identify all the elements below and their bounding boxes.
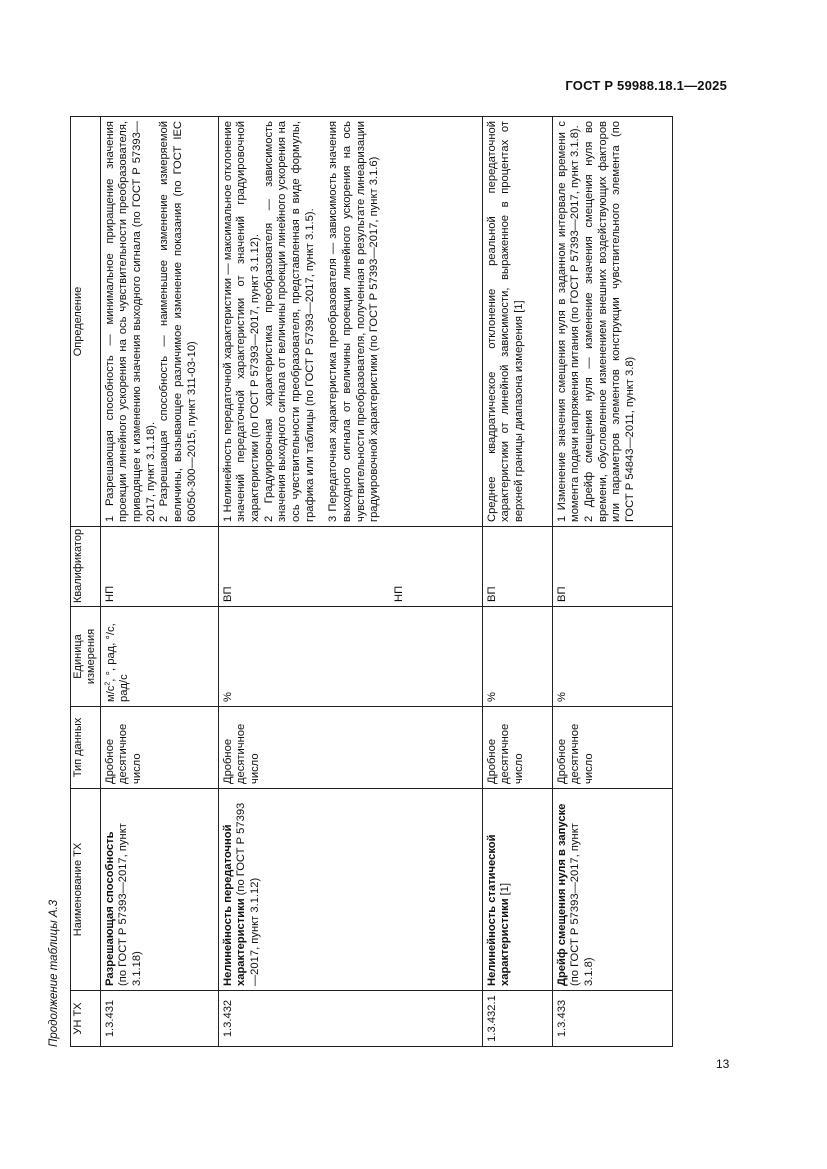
col-header-type: Тип данных bbox=[71, 707, 101, 789]
table-row bbox=[482, 117, 552, 1047]
name-ref: (по ГОСТ Р 57393—2017, пункт 3.1.8) bbox=[569, 823, 596, 986]
cell-qualifier: ВП bbox=[552, 527, 672, 607]
cell-name bbox=[482, 789, 552, 991]
cell-name bbox=[218, 789, 482, 991]
data-table bbox=[70, 116, 673, 1047]
rotated-table-region bbox=[48, 117, 712, 1047]
definition-text: 2 Дрейф смещения нуля — изменение значения смещения нуля во времени, обусловленное изменением внешних воздействующих факторов или параметров элементов конструкции чувствительного элемента (по ГОСТ Р 54843—2011, пункт 3.8) bbox=[583, 121, 637, 522]
cell-qualifier: ВП bbox=[482, 527, 552, 607]
name-ref: (по ГОСТ Р 57393—2017, пункт 3.1.12) bbox=[235, 802, 262, 986]
qualifier-value: НП bbox=[393, 585, 406, 602]
qualifier-value: ВП bbox=[221, 586, 234, 602]
cell-qualifier: НП bbox=[100, 527, 218, 607]
table-row bbox=[218, 117, 482, 1047]
name-term: Нелинейность передаточной характеристики bbox=[221, 824, 248, 986]
definition-text: Среднее квадратическое отклонение реальной передаточной характеристики от линейной зависимости, выраженное в процентах от верхней границы диапазона измерения [1] bbox=[485, 121, 526, 522]
col-header-definition: Определение bbox=[71, 117, 101, 527]
cell-definition bbox=[482, 117, 552, 527]
cell-name bbox=[552, 789, 672, 991]
table-header-row bbox=[71, 117, 101, 1047]
cell-un: 1.3.432.1 bbox=[482, 991, 552, 1047]
table-row bbox=[100, 117, 218, 1047]
name-term: Нелинейность статической характеристики bbox=[485, 834, 512, 986]
cell-type: Дробное десятичное число bbox=[100, 707, 218, 789]
page-number: 13 bbox=[716, 1057, 730, 1071]
cell-qualifier bbox=[218, 527, 482, 607]
cell-unit bbox=[100, 607, 218, 707]
definition-text: 1 Разрешающая способность — минимальное приращение значения проекции линейного ускорения на ось чувствительности преобразователя, приводящее к изменению значения выходного сигнала (по ГОСТ Р 57393—2017, пункт 3.1.18). bbox=[103, 121, 157, 522]
cell-type: Дробное десятичное число bbox=[482, 707, 552, 789]
cell-un: 1.3.433 bbox=[552, 991, 672, 1047]
cell-un: 1.3.432 bbox=[218, 991, 482, 1047]
cell-type: Дробное десятичное число bbox=[552, 707, 672, 789]
cell-name bbox=[100, 789, 218, 991]
cell-definition bbox=[100, 117, 218, 527]
cell-definition bbox=[552, 117, 672, 527]
definition-text: 1 Изменение значения смещения нуля в заданном интервале времени с момента подачи напряжения питания (по ГОСТ Р 57393—2017, пункт 3.1.8). bbox=[555, 121, 582, 522]
definition-text: 2 Разрешающая способность — наименьшее изменение измеряемой величины, вызывающее различимое изменение показания (по ГОСТ IEC 60050-300—2015, пункт 311-03-10) bbox=[158, 121, 198, 522]
cell-un: 1.3.431 bbox=[100, 991, 218, 1047]
cell-definition bbox=[218, 117, 482, 527]
name-ref: [1] bbox=[499, 882, 512, 896]
definition-text: 2 Градуировочная характеристика преобразователя — зависимость значения выходного сигнала от величины проекции линейного ускорения на ось чувствительности преобразователя, представленная в виде формулы, графика или таблицы (по ГОСТ Р 57393—2017, пункт 3.1.5). bbox=[262, 121, 316, 522]
name-term: Дрейф смещения нуля в запуске bbox=[555, 803, 568, 986]
definition-text: 3 Передаточная характеристика преобразователя — зависимость значения выходного сигнала от величины проекции линейного ускорения на ось чувствительности преобразователя, полученная в результате линеаризации градуировочной характеристики (по ГОСТ Р 57393—2017, пункт 3.1.6) bbox=[327, 121, 381, 522]
cell-unit: % bbox=[552, 607, 672, 707]
col-header-un: УН ТХ bbox=[71, 991, 101, 1047]
table-row bbox=[552, 117, 672, 1047]
standard-designation: ГОСТ Р 59988.18.1—2025 bbox=[565, 78, 727, 93]
table-continuation-caption: Продолжение таблицы А.3 bbox=[48, 899, 60, 1047]
cell-unit: % bbox=[482, 607, 552, 707]
col-header-qualifier: Квалификатор bbox=[71, 527, 101, 607]
col-header-unit: Единица измерения bbox=[71, 607, 101, 707]
unit-display: $м/с^2$, °, рад, °/с, рад/с bbox=[103, 623, 131, 702]
col-header-name: Наименование ТХ bbox=[71, 789, 101, 991]
definition-text: 1 Нелинейность передаточной характеристики — максимальное отклонение значений передаточной характеристики от значений градуировочной характеристики (по ГОСТ Р 57393—2017, пункт 3.1.12). bbox=[221, 121, 262, 522]
name-term: Разрешающая способность bbox=[103, 831, 116, 986]
cell-type: Дробное десятичное число bbox=[218, 707, 482, 789]
cell-unit: % bbox=[218, 607, 482, 707]
name-ref: (по ГОСТ Р 57393—2017, пункт 3.1.18) bbox=[117, 823, 144, 986]
